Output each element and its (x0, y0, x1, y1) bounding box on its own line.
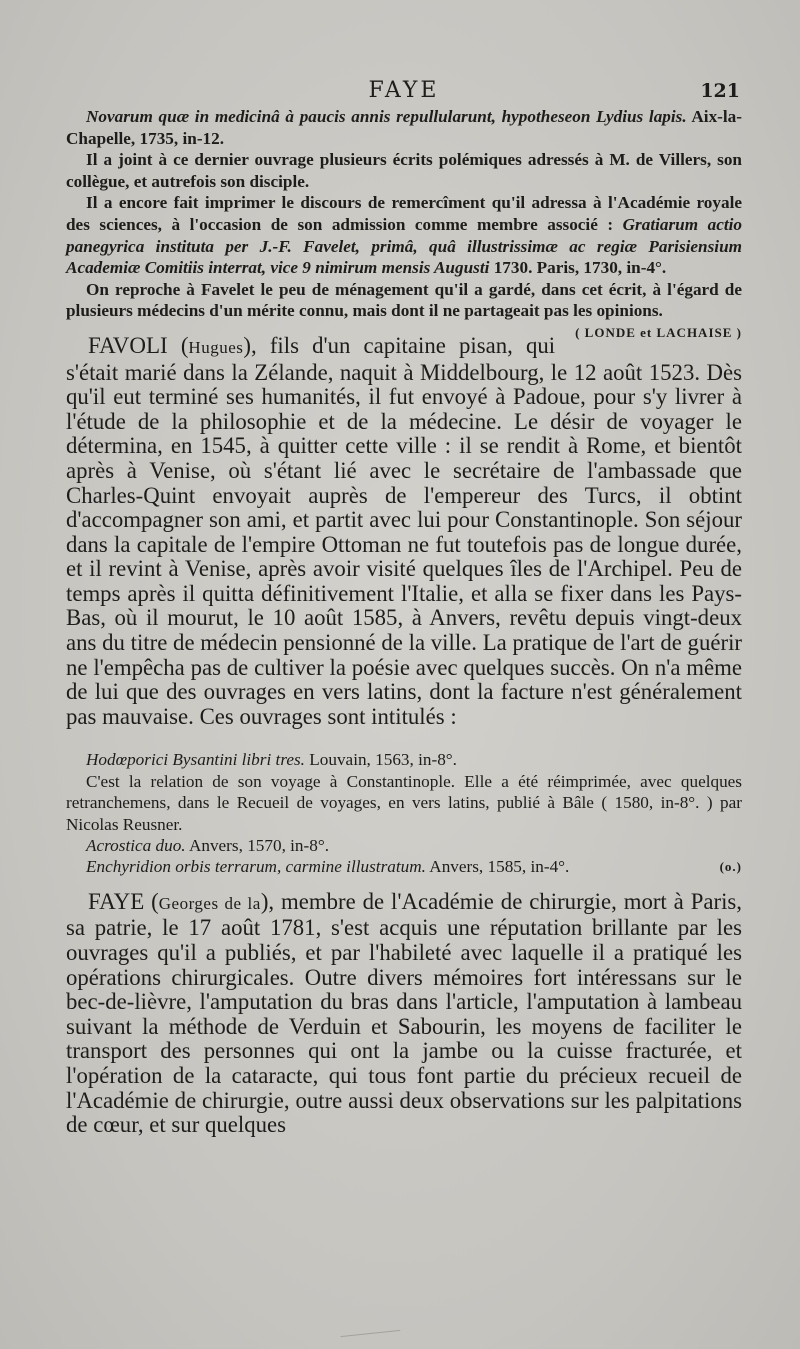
entry-text: , membre de l'Académie de chirurgie, mort à Paris, sa patrie, le 17 août 1781, s'est acquis une réputation brillante par les ouvrages qu'il a publiés, et par l'habileté avec laquelle il a pratiqué les opérations chirurgicales. Outre divers mémoires fort intéressans sur le bec-de-lièvre, l'amputation du bras dans l'article, l'amputation à lambeau suivant la méthode de Verduin et Sabourin, les moyens de faciliter le transport des personnes qui ont la jambe ou la cuisse fracturée, et l'opération de la cataracte, qui tous font partie du précieux recueil de l'Académie de chirurgie, outre aussi deux observations sur les palpitations de cœur, et sur quelques (66, 888, 742, 1138)
paragraph (66, 279, 742, 340)
text-run: On reproche à Favelet le peu de ménagement qu'il a gardé, dans cet écrit, à l'égard de plusieurs médecins d'un mérite connu, mais dont il ne partageait pas les opinions. (66, 279, 742, 321)
work-title: Gratiarum actio panegyrica instituta per J.-F. Favelet, primâ, quâ illustrissimæ ac regiæ Parisiensium Academiæ Comitiis interrat, vice 9 nimirum mensis Augusti (66, 214, 742, 278)
work-citation (66, 856, 742, 877)
paper-mark (340, 1322, 401, 1337)
entry-favoli: FAVOLI (Hugues), fils d'un capitaine pisan, qui s'était marié dans la Zélande, naquit à Middelbourg, le 12 août 1523. Dès qu'il eut terminé ses humanités, il fut envoyé à Padoue, pour s'y livrer à l'étude de la philosophie et de la médecine. Le désir de voyager le détermina, en 1545, à quitter cette ville : il se rendit à Rome, et bientôt après à Venise, où s'étant lié avec le secrétaire de l'ambassade que Charles-Quint envoyait auprès de l'empereur des Turcs, il obtint d'accompagner son ami, et partit avec lui pour Constantinople. Son séjour dans la capitale de l'empire Ottoman ne fut toutefois pas de longue durée, et il revint à Venise, après avoir visité quelques îles de l'Archipel. Peu de temps après il quitta définitivement l'Italie, et alla se fixer dans les Pays-Bas, où il mourut, le 10 août 1585, à Anvers, revêtu depuis vingt-deux ans du titre de médecin pensionné de la ville. La pratique de l'art de guérir ne l'empêcha pas de cultiver la poésie avec quelques succès. On n'a même de lui que des ouvrages en vers latins, dont la facture n'est généralement pas mauvaise. Ces ouvrages sont intitulés : (66, 332, 742, 729)
work-title: Enchyridion orbis terrarum, carmine illustratum. (86, 857, 426, 877)
entry-given-name: Georges de la (158, 893, 261, 913)
paragraph (66, 192, 742, 278)
entry-name: FAVOLI (88, 332, 168, 358)
author-signature: (o.) (719, 859, 742, 875)
entry-name: FAYE (88, 888, 145, 914)
paragraph: Il a joint à ce dernier ouvrage plusieurs écrits polémiques adressés à M. de Villers, son collègue, et autrefois son disciple. (66, 150, 742, 191)
works-list (66, 749, 742, 877)
entry-text: , fils d'un capitaine pisan, qui s'était marié dans la Zélande, naquit à Middelbourg, le 12 août 1523. Dès qu'il eut terminé ses humanités, il fut envoyé à Padoue, pour s'y livrer à l'étude de la philosophie et de la médecine. Le désir de voyager le détermina, en 1545, à quitter cette ville : il se rendit à Rome, et bientôt après à Venise, où s'étant lié avec le secrétaire de l'ambassade que Charles-Quint envoyait auprès de l'empereur des Turcs, il obtint d'accompagner son ami, et partit avec lui pour Constantinople. Son séjour dans la capitale de l'empire Ottoman ne fut toutefois pas de longue durée, et il revint à Venise, après avoir visité quelques îles de l'Archipel. Peu de temps après il quitta définitivement l'Italie, et alla se fixer dans les Pays-Bas, où il mourut, le 10 août 1585, à Anvers, revêtu depuis vingt-deux ans du titre de médecin pensionné de la ville. La pratique de l'art de guérir ne l'empêcha pas de cultiver la poésie avec quelques succès. On n'a même de lui que des ouvrages en vers latins, dont la facture n'est généralement pas mauvaise. Ces ouvrages sont intitulés : (66, 332, 742, 729)
work-imprint: Anvers, 1570, in-8°. (185, 836, 330, 856)
work-citation (66, 835, 742, 856)
work-citation (66, 749, 742, 770)
work-title: Hodœporici Bysantini libri tres. (86, 750, 305, 770)
work-imprint: Anvers, 1585, in-4°. (425, 857, 570, 877)
previous-entry-tail (66, 106, 742, 340)
work-note: C'est la relation de son voyage à Constantinople. Elle a été réimprimée, avec quelques retranchemens, dans le Recueil de voyages, en vers latins, publié à Bâle ( 1580, in-8°. ) par Nicolas Reusner. (66, 771, 742, 834)
work-imprint: Louvain, 1563, in-8°. (304, 750, 457, 770)
work-imprint: Aix-la-Chapelle, 1735, in-12. (66, 107, 742, 148)
work-title: Novarum quæ in medicinâ à paucis annis repullularunt, hypotheseon Lydius lapis. (86, 107, 687, 126)
running-head (66, 78, 742, 108)
author-signature: ( LONDE et LACHAISE ) (575, 324, 742, 340)
work-imprint: 1730. Paris, 1730, in-4°. (489, 258, 667, 278)
running-title: FAYE (368, 78, 440, 103)
page-number: 121 (700, 80, 740, 102)
entry-faye: FAYE (Georges de la), membre de l'Académie de chirurgie, mort à Paris, sa patrie, le 17 août 1781, s'est acquis une réputation brillante par les ouvrages qu'il a publiés, et par l'habileté avec laquelle il a pratiqué les opérations chirurgicales. Outre divers mémoires fort intéressans sur le bec-de-lièvre, l'amputation du bras dans l'article, l'amputation à lambeau suivant la méthode de Verduin et Sabourin, les moyens de faciliter le transport des personnes qui ont la jambe ou la cuisse fracturée, et l'opération de la cataracte, qui tous font partie du précieux recueil de l'Académie de chirurgie, outre aussi deux observations sur les palpitations de cœur, et sur quelques (66, 888, 742, 1138)
entry-given-name: Hugues (188, 337, 244, 357)
work-citation (66, 106, 742, 149)
work-title: Acrostica duo. (86, 836, 186, 856)
text-run: Il a encore fait imprimer le discours de remercîment qu'il adressa à l'Académie royale des sciences, à l'occasion de son admission comme membre associé : (66, 193, 742, 234)
